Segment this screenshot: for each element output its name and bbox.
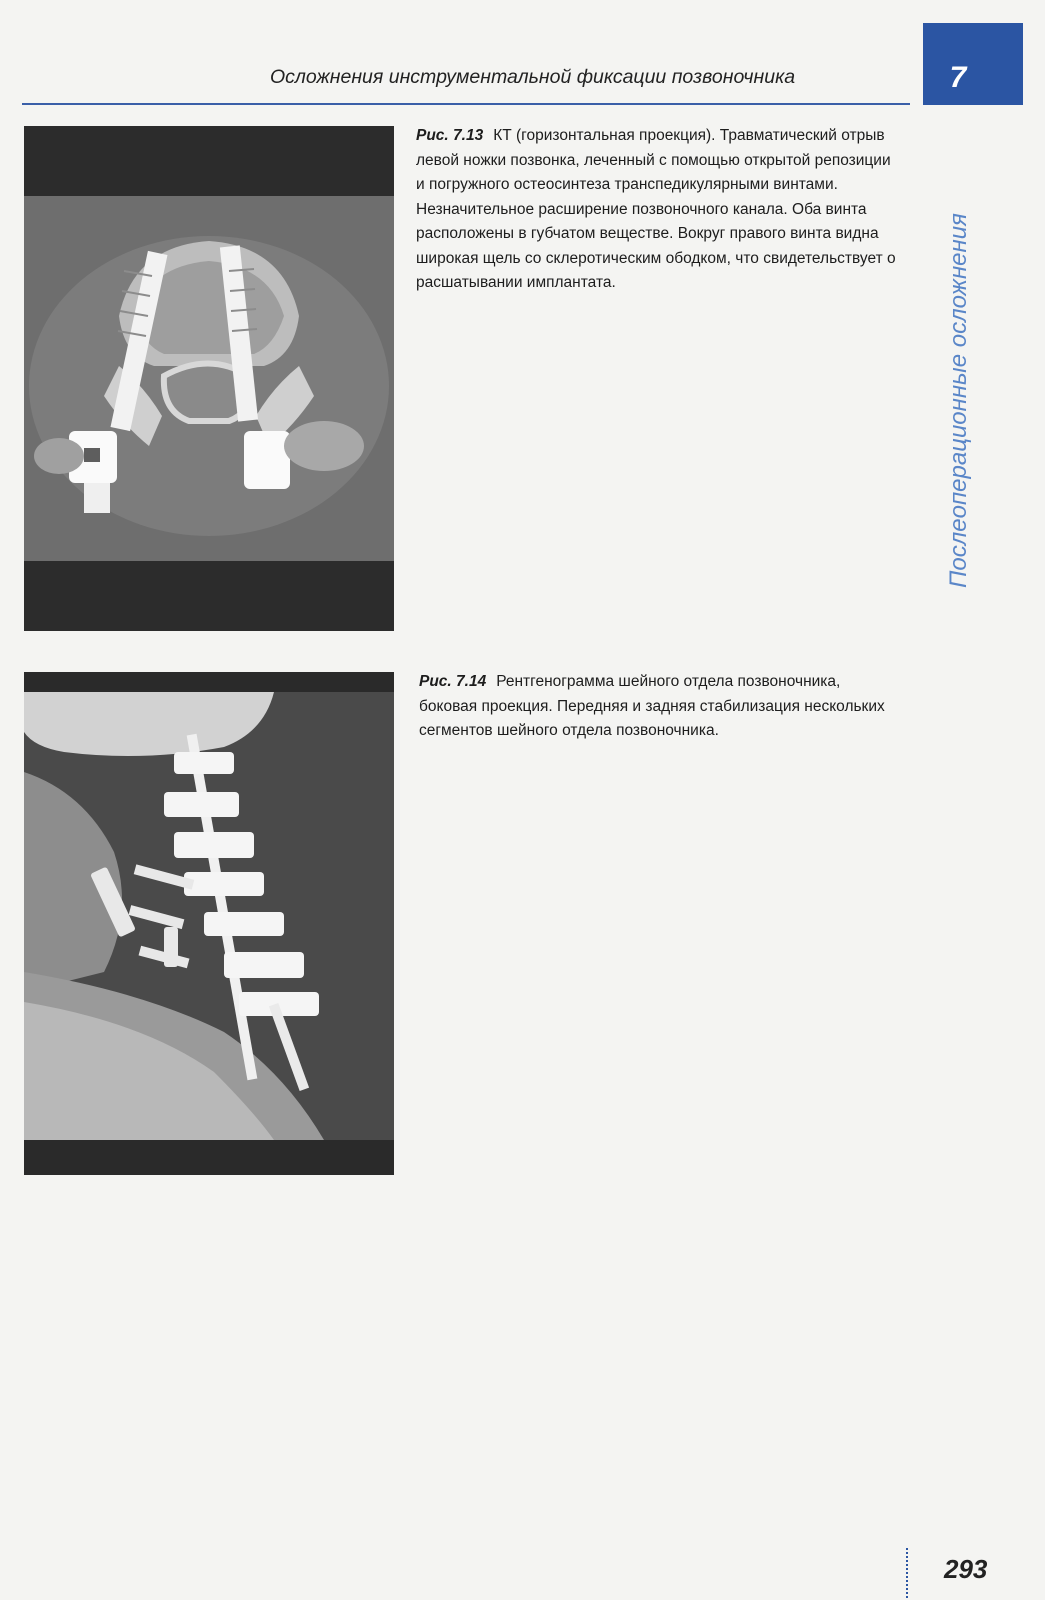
page-number: 293 bbox=[944, 1554, 988, 1584]
header-rule bbox=[22, 103, 910, 105]
figure-7-13-ct-image bbox=[24, 126, 394, 631]
ct-scan-illustration bbox=[24, 126, 394, 631]
figure-7-14-xray-image bbox=[24, 672, 394, 1175]
footer-dotted-rule bbox=[906, 1548, 908, 1598]
figure-7-13-caption bbox=[416, 124, 896, 296]
figure-7-13-caption-text: КТ (горизонтальная проекция). Травматический отрыв левой ножки позвонка, леченный с помощью открытой репозиции и погружного остеосинтеза транспедикулярными винтами. Незначительное расширение позвоночного канала. Оба винта расположены в губчатом веществе. Вокруг правого винта видна широкая щель со склеротическим ободком, что свидетельствует о расшатывании имплантата. bbox=[416, 127, 896, 291]
xray-illustration bbox=[24, 672, 394, 1175]
figure-7-14-label: Рис. 7.14 bbox=[419, 673, 487, 690]
chapter-tab bbox=[923, 23, 1023, 105]
figure-7-13-label: Рис. 7.13 bbox=[416, 127, 484, 144]
side-section-title: Послеоперационные осложнения bbox=[945, 213, 972, 588]
figure-7-14-caption-text: Рентгенограмма шейного отдела позвоночника, боковая проекция. Передняя и задняя стабилизация нескольких сегментов шейного отдела позвоночника. bbox=[419, 673, 885, 739]
chapter-number: 7 bbox=[949, 61, 967, 94]
figure-7-14-caption bbox=[419, 670, 899, 744]
running-title: Осложнения инструментальной фиксации позвоночника bbox=[270, 66, 796, 88]
